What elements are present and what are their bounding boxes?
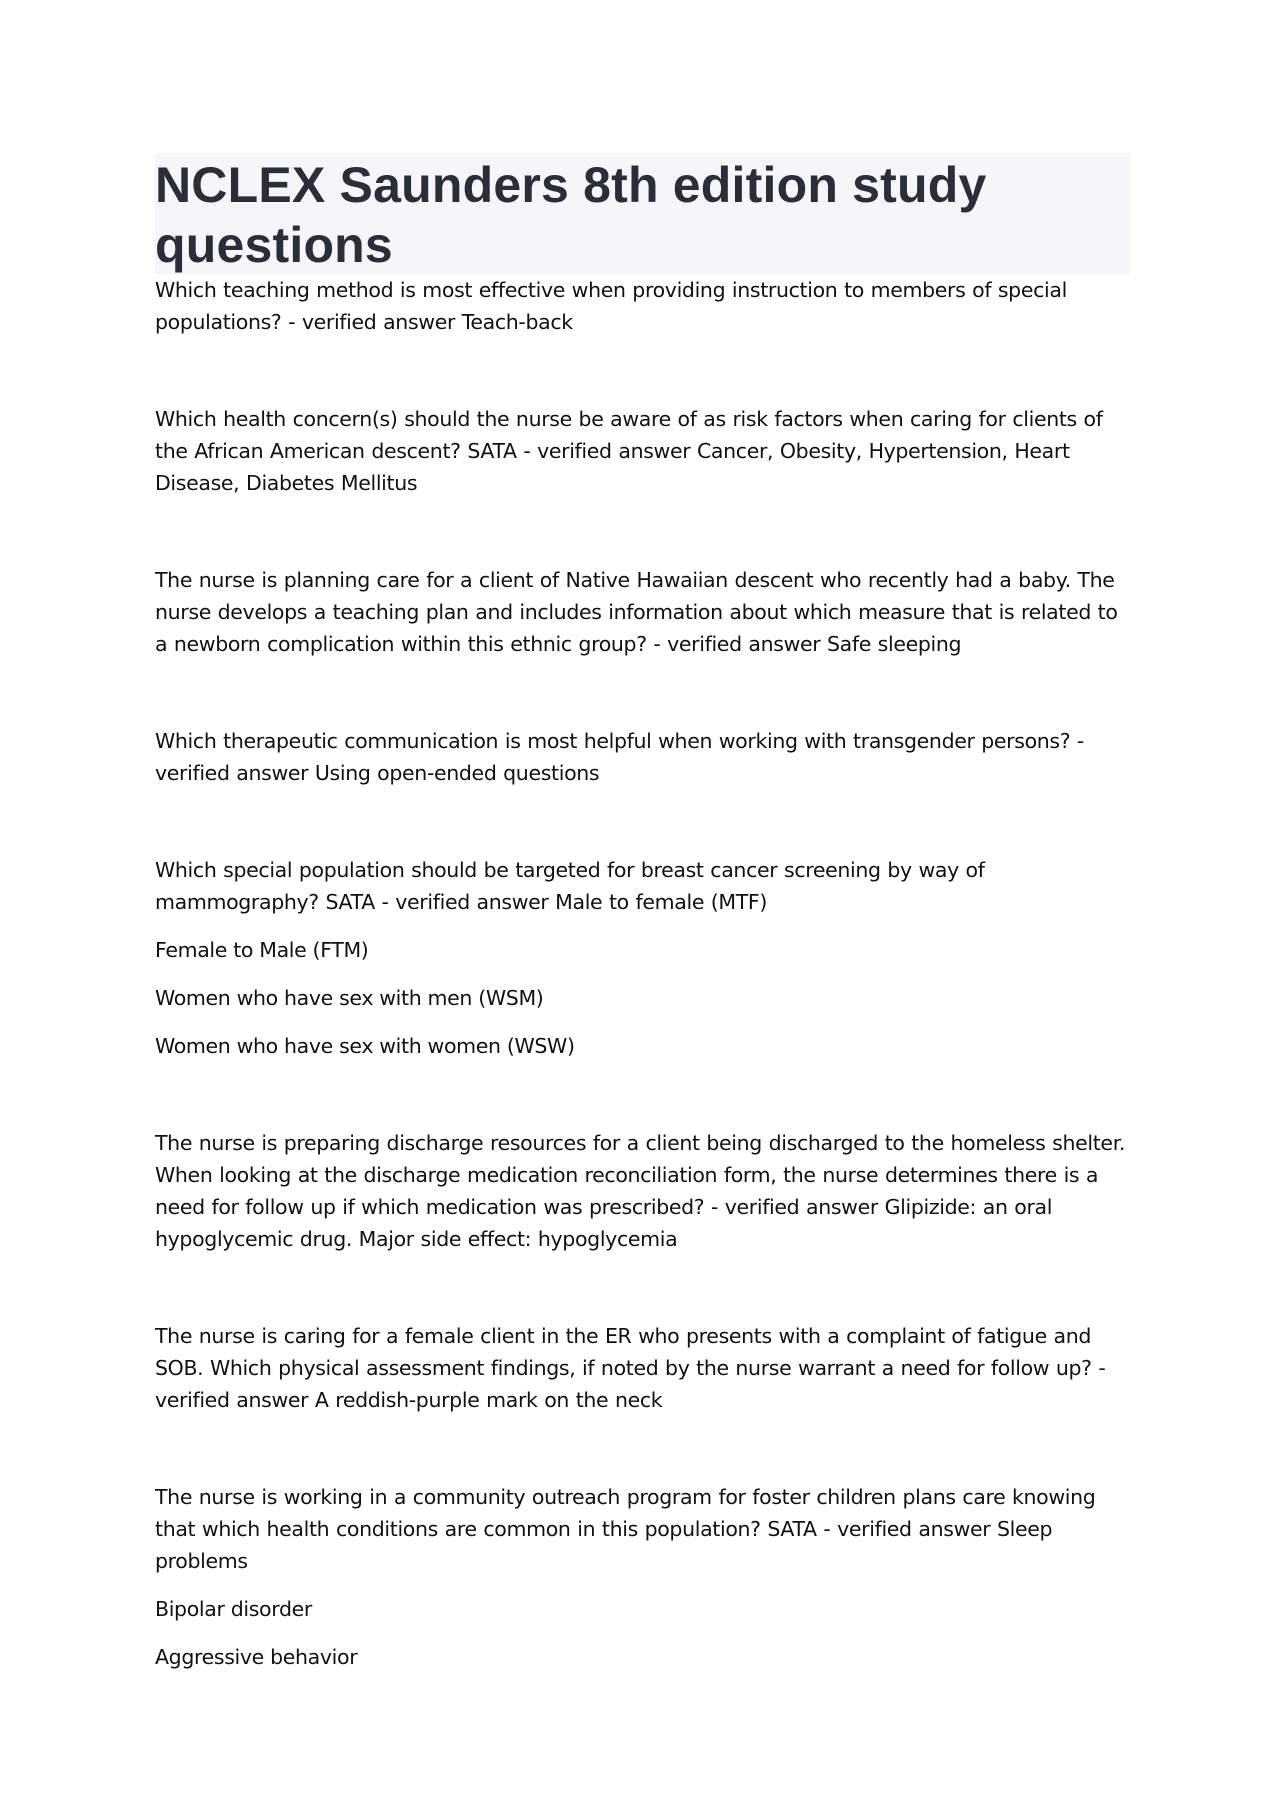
document-content: [155, 153, 1130, 1673]
question-4: Which therapeutic communication is most helpful when working with transgender persons? - verified answer Using open-ended questions: [155, 729, 1084, 785]
title-block: [155, 153, 1130, 274]
question-7: The nurse is caring for a female client in the ER who presents with a complaint of fatigue and SOB. Which physical assessment findings, if noted by the nurse warrant a need for follow up? - verified answer A reddish-purple mark on the neck: [155, 1324, 1106, 1412]
question-3: The nurse is planning care for a client of Native Hawaiian descent who recently had a baby. The nurse develops a teaching plan and includes information about which measure that is related to a newborn complication within this ethnic group? - verified answer Safe sleeping: [155, 568, 1118, 656]
question-2: Which health concern(s) should the nurse be aware of as risk factors when caring for clients of the African American descent? SATA - verified answer Cancer, Obesity, Hypertension, Heart Disease, Diabetes Mellitus: [155, 407, 1103, 495]
question-1: Which teaching method is most effective when providing instruction to members of special populations? - verified answer Teach-back: [155, 278, 1067, 334]
answer-line: Bipolar disorder: [155, 1597, 312, 1621]
question-5: Which special population should be targeted for breast cancer screening by way of mammography? SATA - verified answer Male to female (MTF): [155, 858, 985, 914]
question-8: The nurse is working in a community outreach program for foster children plans care knowing that which health conditions are common in this population? SATA - verified answer Sleep problems: [155, 1485, 1096, 1573]
answer-line: Female to Male (FTM): [155, 938, 369, 962]
answer-line: Women who have sex with men (WSM): [155, 986, 544, 1010]
document-title: NCLEX Saunders 8th edition study questions: [155, 157, 987, 273]
answer-line: Women who have sex with women (WSW): [155, 1034, 575, 1058]
answer-line: Aggressive behavior: [155, 1645, 358, 1669]
question-6: The nurse is preparing discharge resources for a client being discharged to the homeless shelter. When looking at the discharge medication reconciliation form, the nurse determines there is a need for follow up if which medication was prescribed? - verified answer Glipizide: an oral hypoglycemic drug. Major side effect: hypoglycemia: [155, 1131, 1126, 1251]
